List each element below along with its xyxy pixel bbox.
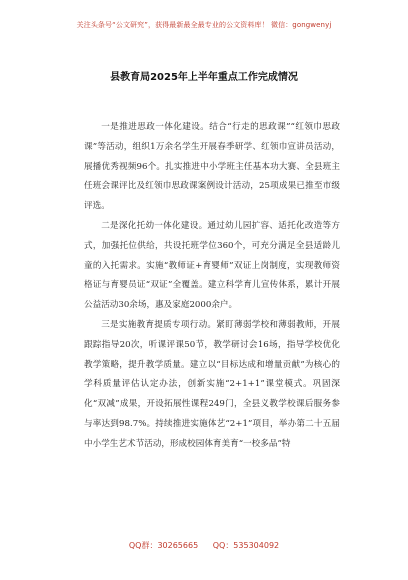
- document-title: 县教育局2025年上半年重点工作完成情况: [110, 72, 298, 83]
- paragraph-1: 一是推进思政一体化建设。结合“行走的思政课”“红领巾思政课”等活动，组织1万余名学生开展春季研学、红领巾宣讲员活动，展播优秀视频96个。扎实推进中小学班主任基本功大赛、全县班主任班会课评比及红领巾思政课案例设计活动，25项成果已推至市级评选。: [84, 122, 340, 212]
- document-body: [84, 118, 340, 455]
- header-banner: 关注头条号“公文研究”，获得最新最全最专业的公文资料库！ 微信：gongwenyj: [76, 21, 332, 29]
- footer-qq-group: QQ群：30265665: [128, 541, 199, 550]
- footer-qq: QQ：535304092: [212, 541, 280, 550]
- paragraph-2: 二是深化托幼一体化建设。通过幼儿园扩容、适托化改造等方式，加强托位供给，共设托班学位360个，可充分满足全县适龄儿童的入托需求。实施“教师证+育婴师”双证上岗制度，实现教师资格证与育婴员证“双证”全覆盖。建立科学育儿宣传体系，累计开展公益活动30余场，惠及家庭2000余户。: [84, 220, 340, 311]
- paragraph-3: 三是实施教育提质专项行动。紧盯薄弱学校和薄弱教师，开展跟踪指导20次，听课评课50节，教学研讨会16场，指导学校优化教学策略，提升教学质量。建立以“目标达成和增量贡献”为核心的学科质量评估认定办法，创新实施“2+1+1”课堂模式。巩固深化“双减”成果，开设拓展性课程249门，全县义教学校课后服务参与率达到98.7%。持续推进实施体艺“2+1”项目，举办第二十五届中小学生艺术节活动，形成校园体育美育“一校多品”特: [84, 319, 340, 449]
- footer-contact: [0, 540, 408, 551]
